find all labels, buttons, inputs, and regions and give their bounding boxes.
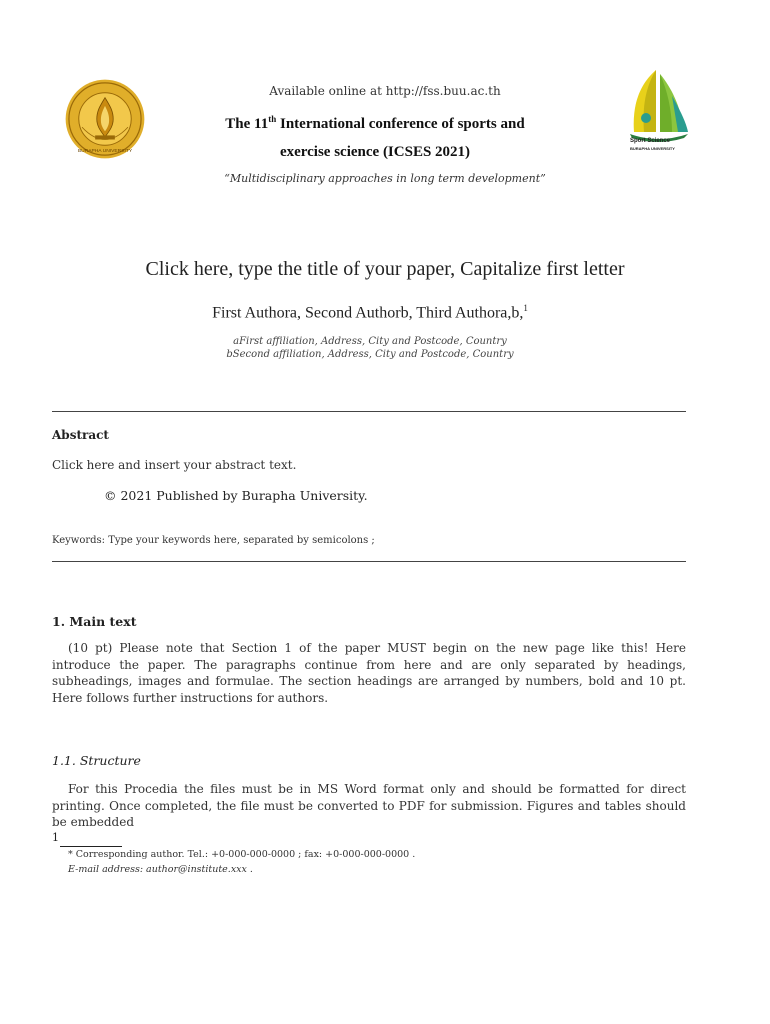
footnote-email: E-mail address: author@institute.xxx .: [68, 864, 253, 875]
university-seal-logo: [64, 78, 146, 160]
available-online-text: Available online at http://fss.buu.ac.th: [269, 84, 501, 98]
sail-logo-subtitle: BURAPHA UNIVERSITY: [630, 146, 675, 151]
sail-logo-title: Sport Science: [630, 138, 671, 144]
subsection-paragraph: For this Procedia the files must be in MS Word format only and should be formatted for direct printing. Once completed, the file must be converted to PDF for submission. Figures and tables should be embedded: [52, 782, 686, 829]
conference-number-suffix: th: [268, 114, 277, 124]
footnote-rule: [60, 846, 122, 847]
subsection-heading-structure: 1.1. Structure: [52, 753, 141, 768]
affiliation-1: aFirst affiliation, Address, City and Postcode, Country: [233, 336, 507, 347]
author-names: First Authora, Second Authorb, Third Authora,b,: [212, 304, 524, 322]
copyright-notice: © 2021 Published by Burapha University.: [104, 488, 368, 503]
conference-number: The 11: [225, 116, 269, 132]
section-heading-main-text: 1. Main text: [52, 614, 137, 629]
seal-caption: BURAPHA UNIVERSITY: [77, 148, 133, 154]
author-footnote-mark: 1: [523, 303, 528, 313]
conference-title-line2: exercise science (ICSES 2021): [279, 144, 471, 160]
conference-title-rest: International conference of sports and: [276, 116, 525, 132]
divider-top: [52, 411, 686, 412]
abstract-text: Click here and insert your abstract text.: [52, 458, 297, 472]
paper-title: Click here, type the title of your paper, Capitalize first letter: [145, 258, 625, 280]
divider-bottom: [52, 561, 686, 562]
footnote-mark: 1: [52, 831, 59, 844]
abstract-heading: Abstract: [52, 428, 109, 442]
affiliation-2: bSecond affiliation, Address, City and Postcode, Country: [226, 349, 514, 360]
footnote-corresponding-author: * Corresponding author. Tel.: +0-000-000-0000 ; fax: +0-000-000-0000 .: [68, 849, 416, 860]
sail-logo-caption: [630, 138, 675, 153]
keywords-line: Keywords: Type your keywords here, separated by semicolons ;: [52, 535, 375, 546]
section-paragraph: (10 pt) Please note that Section 1 of the paper MUST begin on the new page like this! Here introduce the paper. The paragraphs continue from here and are only separated by headings, subheadings, images and formulae. The section headings are arranged by numbers, bold and 10 pt. Here follows further instructions for authors.: [52, 641, 686, 705]
conference-slogan: “Multidisciplinary approaches in long term development”: [224, 172, 546, 185]
author-list: [0, 303, 740, 322]
